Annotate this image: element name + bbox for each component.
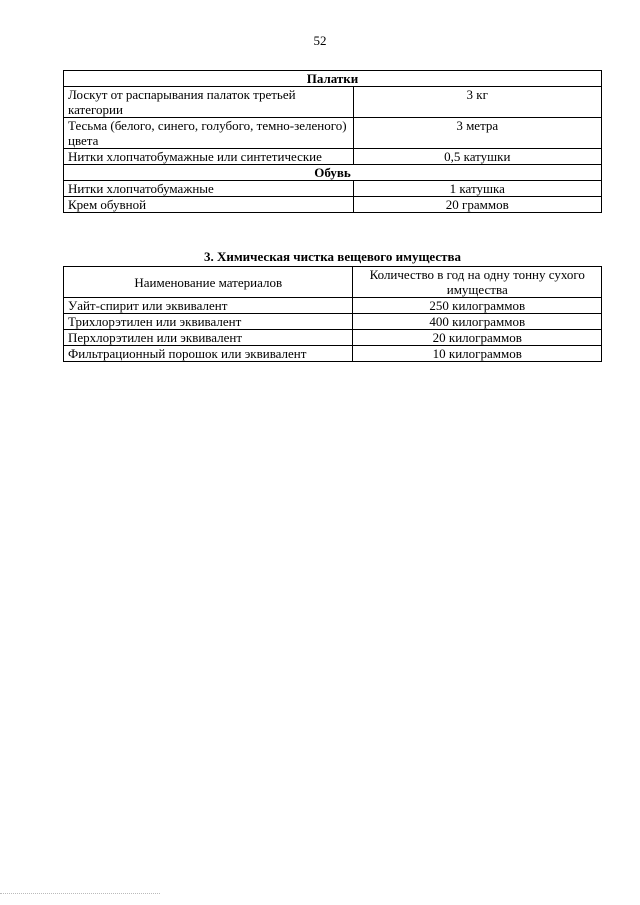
table-row <box>64 181 602 197</box>
dry-cleaning-materials-table <box>63 266 602 362</box>
material-quantity: 0,5 катушки <box>353 149 601 165</box>
column-header-name: Наименование материалов <box>64 267 353 298</box>
section-header-row <box>64 71 602 87</box>
table-row <box>64 314 602 330</box>
material-name: Крем обувной <box>64 197 354 213</box>
material-quantity: 3 кг <box>353 87 601 118</box>
page-number: 52 <box>313 33 327 48</box>
section-3-title: 3. Химическая чистка вещевого имущества <box>203 249 462 264</box>
page-footer-rule <box>0 893 160 894</box>
material-quantity: 400 килограммов <box>353 314 602 330</box>
table-row <box>64 330 602 346</box>
material-name: Нитки хлопчатобумажные или синтетические <box>64 149 354 165</box>
table-row <box>64 87 602 118</box>
material-quantity: 1 катушка <box>353 181 601 197</box>
column-header-quantity: Количество в год на одну тонну сухого имущества <box>353 267 602 298</box>
table-header-row <box>64 267 602 298</box>
materials-table-tents-shoes <box>63 70 602 213</box>
table-row <box>64 118 602 149</box>
section-header-row <box>64 165 602 181</box>
material-name: Нитки хлопчатобумажные <box>64 181 354 197</box>
table-row <box>64 298 602 314</box>
material-quantity: 20 граммов <box>353 197 601 213</box>
material-quantity: 250 килограммов <box>353 298 602 314</box>
material-quantity: 3 метра <box>353 118 601 149</box>
table-row <box>64 149 602 165</box>
section-title-shoes: Обувь <box>64 165 602 181</box>
table-row <box>64 346 602 362</box>
material-name: Тесьма (белого, синего, голубого, темно-зеленого) цвета <box>64 118 354 149</box>
material-name: Фильтрационный порошок или эквивалент <box>64 346 353 362</box>
material-name: Уайт-спирит или эквивалент <box>64 298 353 314</box>
material-name: Перхлорэтилен или эквивалент <box>64 330 353 346</box>
material-name: Трихлорэтилен или эквивалент <box>64 314 353 330</box>
section-title-tents: Палатки <box>64 71 602 87</box>
table-row <box>64 197 602 213</box>
material-name: Лоскут от распарывания палаток третьей категории <box>64 87 354 118</box>
material-quantity: 10 килограммов <box>353 346 602 362</box>
material-quantity: 20 килограммов <box>353 330 602 346</box>
